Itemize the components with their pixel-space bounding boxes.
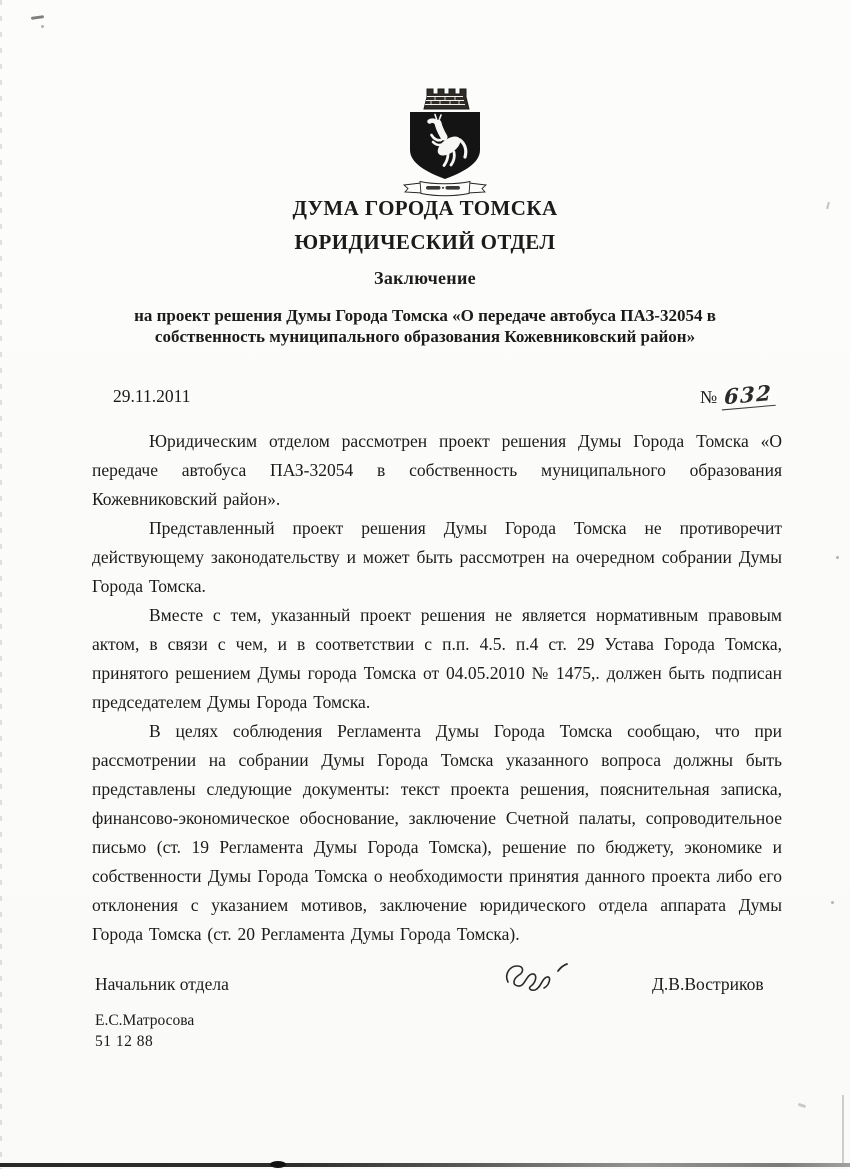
executor-name: Е.С.Матросова: [95, 1012, 195, 1029]
document-type-title: Заключение: [374, 268, 476, 288]
scan-artifact-dot: [41, 25, 44, 28]
department-name: ЮРИДИЧЕСКИЙ ОТДЕЛ: [294, 230, 556, 254]
document-number: [700, 379, 777, 410]
body-paragraph: В целях соблюдения Регламента Думы Города Томска сообщаю, что при рассмотрении на собрании Думы Города Томска указанного вопроса должны быть представлены следующие документы: текст проекта решения, пояснительная записка, финансово-экономическое обоснование, заключение Счетной палаты, сопроводительное письмо (ст. 19 Регламента Думы Города Томска), решение по бюджету, экономике и собственности Думы Города Томска о необходимости принятия данного проекта либо его отклонения с указанием мотивов, заключение юридического отдела аппарата Думы Города Томска (ст. 20 Регламента Думы Города Томска).: [92, 721, 782, 944]
scan-artifact-pen-mark: [31, 15, 44, 20]
executor-phone: 51 12 88: [95, 1033, 154, 1050]
scan-edge-left: [0, 0, 2, 1169]
scan-edge-bottom: [0, 1163, 850, 1167]
body-paragraph: Представленный проект решения Думы Города Томска не противоречит действующему законодательству и может быть рассмотрен на очередном собрании Думы Города Томска.: [92, 518, 782, 596]
mural-crown-icon: [424, 89, 469, 109]
scan-artifact-speck: [798, 1103, 807, 1108]
document-body: [92, 427, 782, 949]
signature-scribble-icon: [498, 956, 586, 1007]
document-number-handwritten: 632: [722, 380, 777, 411]
scan-artifact-speck: [831, 901, 834, 904]
scan-edge-blob: [270, 1161, 286, 1168]
signatory-position: Начальник отдела: [95, 974, 229, 994]
ribbon-banner-icon: [404, 182, 486, 196]
organization-name: ДУМА ГОРОДА ТОМСКА: [292, 196, 558, 220]
document-subject: на проект решения Думы Города Томска «О передаче автобуса ПАЗ-32054 в собственность муниципального образования Кожевниковский район»: [134, 306, 716, 346]
signatory-name: Д.В.Востриков: [652, 974, 764, 994]
body-paragraph: Юридическим отделом рассмотрен проект решения Думы Города Томска «О передаче автобуса ПАЗ-32054 в собственность муниципального образования Кожевниковский район».: [92, 431, 782, 509]
body-paragraph: Вместе с тем, указанный проект решения не является нормативным правовым актом, в связи с чем, и в соответствии с п.п. 4.5. п.4 ст. 29 Устава Города Томска, принятого решением Думы города Томска от 04.05.2010 № 1475,. должен быть подписан председателем Думы Города Томска.: [92, 605, 782, 712]
document-number-label: №: [700, 387, 718, 407]
tomsk-coat-of-arms: [392, 86, 498, 198]
scan-edge-right: [842, 1095, 844, 1163]
document-date: 29.11.2011: [113, 386, 191, 406]
scan-artifact-speck: [836, 556, 839, 559]
